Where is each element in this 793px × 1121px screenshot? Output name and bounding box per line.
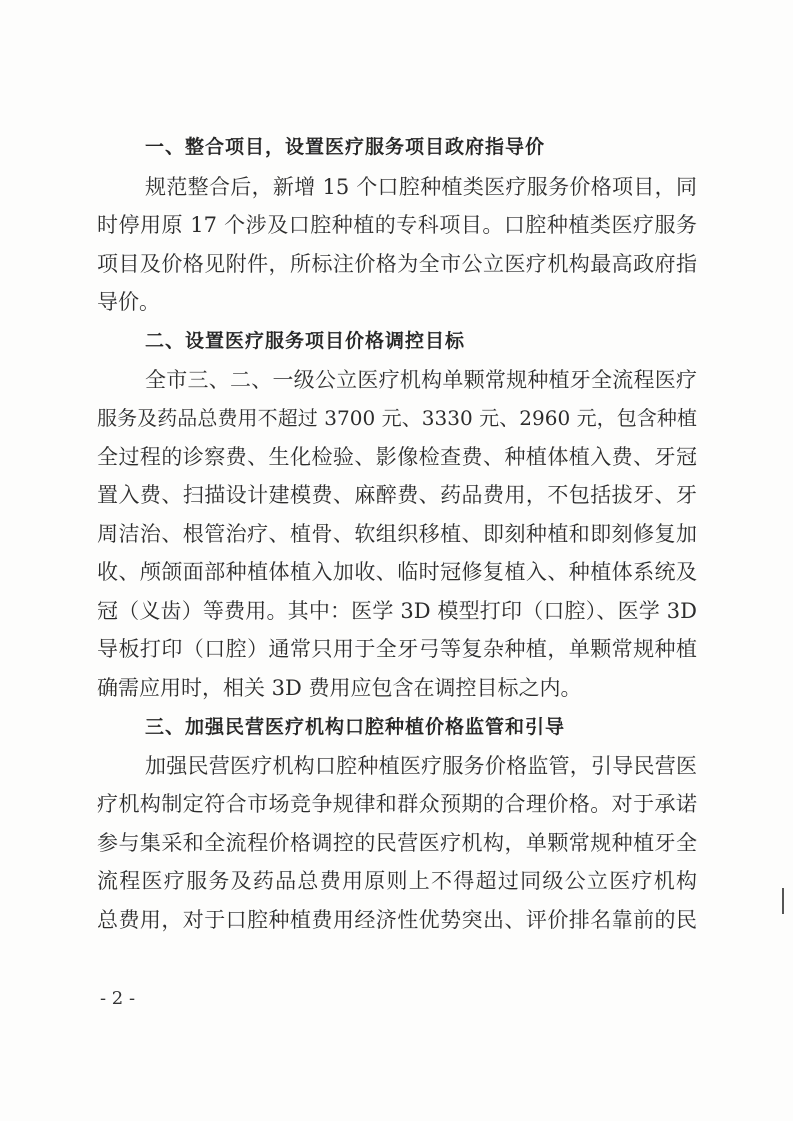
section-1-line-1: 规范整合后，新增 15 个口腔种植类医疗服务价格项目，同 xyxy=(145,175,697,199)
section-1-line-4: 导价。 xyxy=(97,290,160,314)
section-1-line-2: 时停用原 17 个涉及口腔种植的专科项目。口腔种植类医疗服务 xyxy=(97,213,697,237)
section-2-line-5: 周洁治、根管治疗、植骨、软组织移植、即刻种植和即刻修复加 xyxy=(97,522,697,546)
section-3-line-1: 加强民营医疗机构口腔种植医疗服务价格监管，引导民营医 xyxy=(145,754,697,778)
section-2-line-2: 服务及药品总费用不超过 3700 元、3330 元、2960 元，包含种植 xyxy=(97,406,697,430)
section-3-line-3: 参与集采和全流程价格调控的民营医疗机构，单颗常规种植牙全 xyxy=(97,831,697,855)
section-2-heading: 二、设置医疗服务项目价格调控目标 xyxy=(145,330,466,352)
section-3-line-2: 疗机构制定符合市场竞争规律和群众预期的合理价格。对于承诺 xyxy=(97,792,697,816)
section-3-line-5: 总费用，对于口腔种植费用经济性优势突出、评价排名靠前的民 xyxy=(97,908,697,932)
page-number: - 2 - xyxy=(100,988,136,1009)
section-1-heading: 一、整合项目，设置医疗服务项目政府指导价 xyxy=(145,136,546,158)
section-2-line-8: 导板打印（口腔）通常只用于全牙弓等复杂种植，单颗常规种植 xyxy=(97,637,697,661)
section-2-line-9: 确需应用时，相关 3D 费用应包含在调控目标之内。 xyxy=(97,676,582,700)
section-2-line-6: 收、颅颌面部种植体植入加收、临时冠修复植入、种植体系统及 xyxy=(97,560,697,584)
section-2-line-1: 全市三、二、一级公立医疗机构单颗常规种植牙全流程医疗 xyxy=(145,368,697,392)
section-3-heading: 三、加强民营医疗机构口腔种植价格监管和引导 xyxy=(145,716,566,738)
section-3-line-4: 流程医疗服务及药品总费用原则上不得超过同级公立医疗机构 xyxy=(97,869,697,893)
section-2-line-7: 冠（义齿）等费用。其中：医学 3D 模型打印（口腔）、医学 3D xyxy=(97,599,697,623)
section-2-line-4: 置入费、扫描设计建模费、麻醉费、药品费用，不包括拔牙、牙 xyxy=(97,483,697,507)
scan-edge-mark xyxy=(782,888,784,914)
section-2-line-3: 全过程的诊察费、生化检验、影像检查费、种植体植入费、牙冠 xyxy=(97,445,697,469)
section-1-line-3: 项目及价格见附件，所标注价格为全市公立医疗机构最高政府指 xyxy=(97,252,697,276)
